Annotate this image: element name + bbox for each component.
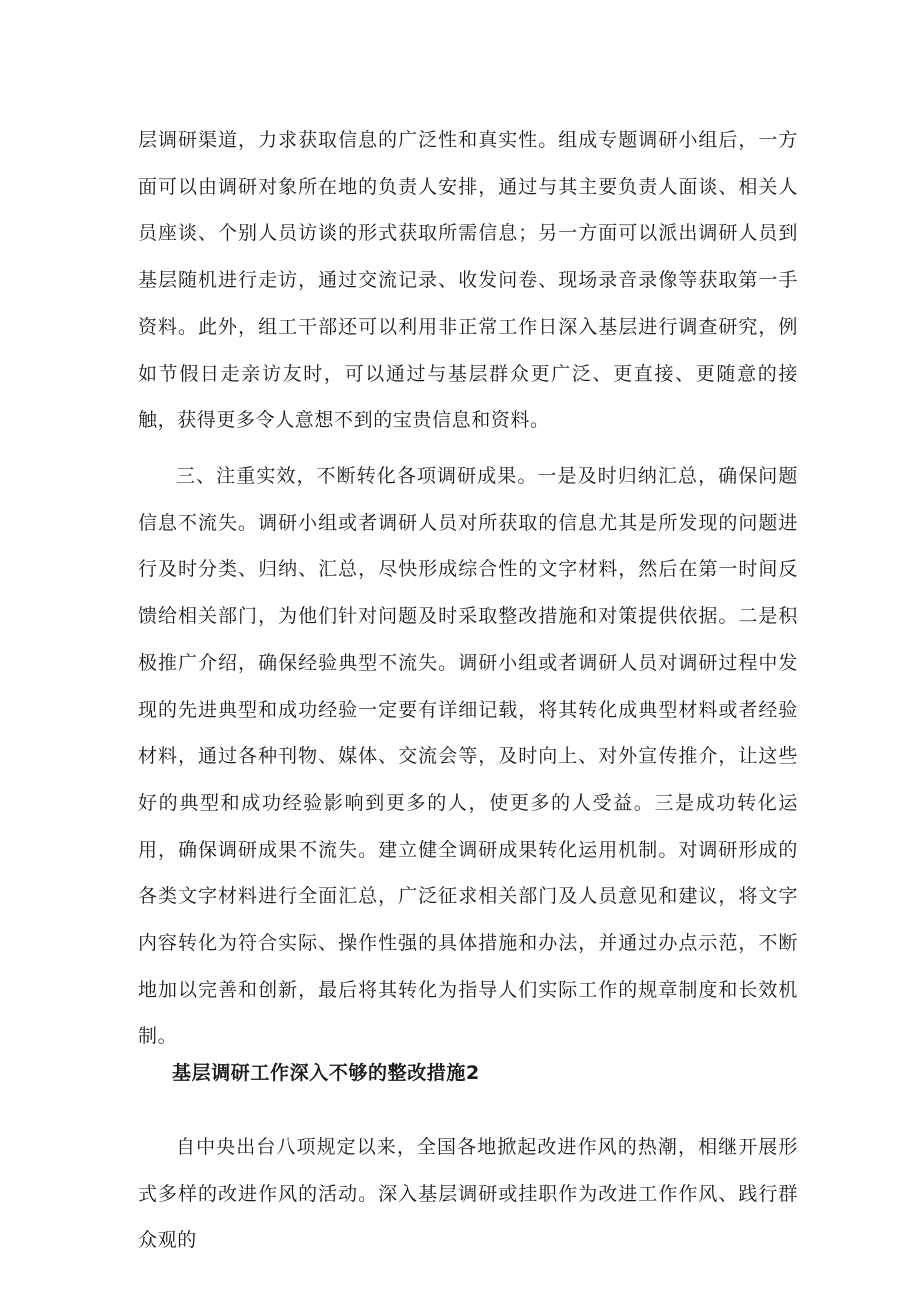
body-paragraph-1: 层调研渠道，力求获取信息的广泛性和真实性。组成专题调研小组后，一方面可以由调研对象所在地的负责人安排，通过与其主要负责人面谈、相关人员座谈、个别人员访谈的形式获取所需信息；另一方面可以派出调研人员到基层随机进行走访，通过交流记录、收发问卷、现场录音录像等获取第一手资料。此外，组工干部还可以利用非正常工作日深入基层进行调查研究，例如节假日走亲访友时，可以通过与基层群众更广泛、更直接、更随意的接触，获得更多令人意想不到的宝贵信息和资料。 — [138, 129, 798, 432]
body-paragraph-3: 自中央出台八项规定以来，全国各地掀起改进作风的热潮，相继开展形式多样的改进作风的活动。深入基层调研或挂职作为改进工作作风、践行群众观的 — [138, 1136, 798, 1252]
body-paragraph-2: 三、注重实效，不断转化各项调研成果。一是及时归纳汇总，确保问题信息不流失。调研小组或者调研人员对所获取的信息尤其是所发现的问题进行及时分类、归纳、汇总，尽快形成综合性的文字材料，然后在第一时间反馈给相关部门，为他们针对问题及时采取整改措施和对策提供依据。二是积极推广介绍，确保经验典型不流失。调研小组或者调研人员对调研过程中发现的先进典型和成功经验一定要有详细记载，将其转化成典型材料或者经验材料，通过各种刊物、媒体、交流会等，及时向上、对外宣传推介，让这些好的典型和成功经验影响到更多的人，使更多的人受益。三是成功转化运用，确保调研成果不流失。建立健全调研成果转化运用机制。对调研形成的各类文字材料进行全面汇总，广泛征求相关部门及人员意见和建议，将文字内容转化为符合实际、操作性强的具体措施和办法，并通过办点示范，不断地加以完善和创新，最后将其转化为指导人们实际工作的规章制度和长效机制。 — [138, 465, 798, 1048]
section-heading: 基层调研工作深入不够的整改措施2 — [172, 1062, 480, 1084]
